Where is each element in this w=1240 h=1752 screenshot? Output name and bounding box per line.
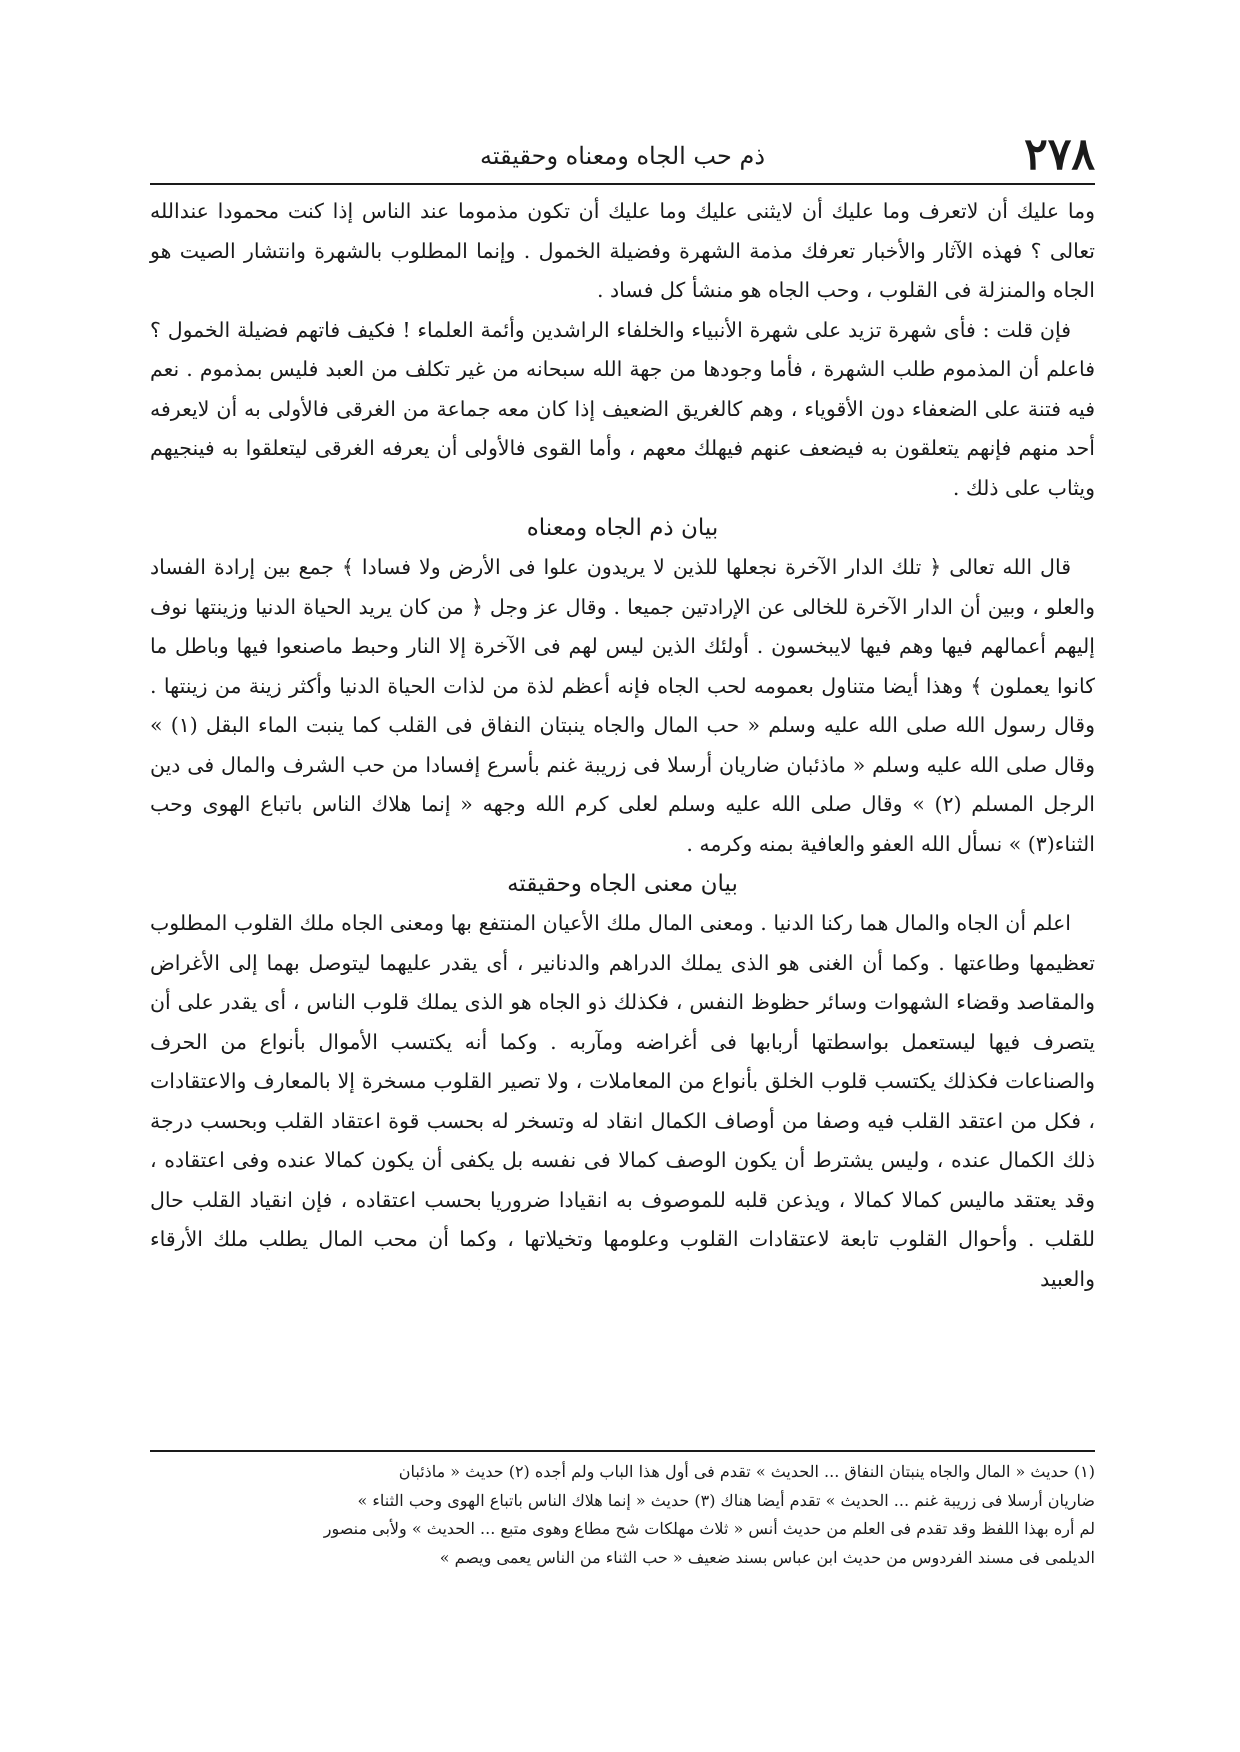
footnote-line: الديلمى فى مسند الفردوس من حديث ابن عباس بسند ضعيف « حب الثناء من الناس يعمى ويصم » xyxy=(439,1547,1095,1567)
footnote-line: (١) حديث « المال والجاه ينبتان النفاق ... الحديث » تقدم فى أول هذا الباب ولم أجده (٢) حديث « ماذئبان xyxy=(398,1462,1095,1481)
section-heading: بيان ذم الجاه ومعناه xyxy=(526,515,719,541)
paragraph: فإن قلت : فأى شهرة تزيد على شهرة الأنبياء والخلفاء الراشدين وأئمة العلماء ! فكيف فاتهم فضيلة الخمول ؟ فاعلم أن المذموم طلب الشهرة ، فأما وجودها من جهة الله سبحانه من غير تكلف من العبد فليس بمذموم . نعم فيه فتنة على الضعفاء دون الأقوياء ، وهم كالغريق الضعيف إذا كان معه جماعة من الغرقى فالأولى به أن لايعرفه أحد منهم فإنهم يتعلقون به فيضعف عنهم فيهلك معهم ، وأما القوى فالأولى أن يعرفه الغرقى ليتعلقوا به فينجيهم ويثاب على ذلك . xyxy=(150,317,1095,500)
footnote-line: ضاريان أرسلا فى زريبة غنم ... الحديث » تقدم أيضا هناك (٣) حديث « إنما هلاك الناس باتباع الهوى وحب الثناء » xyxy=(357,1490,1095,1510)
paragraph: اعلم أن الجاه والمال هما ركنا الدنيا . ومعنى المال ملك الأعيان المنتفع بها ومعنى الجاه ملك القلوب المطلوب تعظيمها وطاعتها . وكما أن الغنى هو الذى يملك الدراهم والدنانير ، أى يقدر عليهما ليتوصل بهما إلى الأغراض والمقاصد وقضاء الشهوات وسائر حظوظ النفس ، فكذلك ذو الجاه هو الذى يملك قلوب الناس ، أى يقدر على أن يتصرف فيها ليستعمل بواسطتها أربابها فى أغراضه ومآربه . وكما أنه يكتسب الأموال بأنواع من الحرف والصناعات فكذلك يكتسب قلوب الخلق بأنواع من المعاملات ، ولا تصير القلوب مسخرة إلا بالمعارف والاعتقادات ، فكل من اعتقد القلب فيه وصفا من أوصاف الكمال انقاد له وتسخر له بحسب قوة اعتقاد القلب وبحسب درجة ذلك الكمال عنده ، وليس يشترط أن يكون الوصف كمالا فى نفسه بل يكفى أن يكون كمالا عنده وفى اعتقاده ، وقد يعتقد ماليس كمالا كمالا ، ويذعن قلبه للموصوف به انقيادا ضروريا بحسب اعتقاده ، فإن انقياد القلب حال للقلب . وأحوال القلوب تابعة لاعتقادات القلوب وعلومها وتخيلاتها ، وكما أن محب المال يطلب ملك الأرقاء والعبيد xyxy=(150,911,1095,1291)
body-text xyxy=(150,192,1095,1299)
footnote-rule xyxy=(150,1450,1095,1452)
paragraph: قال الله تعالى ﴿ تلك الدار الآخرة نجعلها للذين لا يريدون علوا فى الأرض ولا فسادا ﴾ جمع بين إرادة الفساد والعلو ، وبين أن الدار الآخرة للخالى عن الإرادتين جميعا . وقال عز وجل ﴿ من كان يريد الحياة الدنيا وزينتها نوف إليهم أعمالهم فيها وهم فيها لايبخسون . أولئك الذين ليس لهم فى الآخرة إلا النار وحبط ماصنعوا فيها وباطل ما كانوا يعملون ﴾ وهذا أيضا متناول بعمومه لحب الجاه فإنه أعظم لذة من لذات الحياة الدنيا وأكثر زينة من زينتها . وقال رسول الله صلى الله عليه وسلم « حب المال والجاه ينبتان النفاق فى القلب كما ينبت الماء البقل (١) » وقال صلى الله عليه وسلم « ماذئبان ضاريان أرسلا فى زريبة غنم بأسرع إفسادا من حب الشرف والمال فى دين الرجل المسلم (٢) » وقال صلى الله عليه وسلم لعلى كرم الله وجهه « إنما هلاك الناس باتباع الهوى وحب الثناء(٣) » نسأل الله العفو والعافية بمنه وكرمه . xyxy=(150,555,1095,856)
running-title: ذم حب الجاه ومعناه وحقيقته xyxy=(479,142,766,170)
page-header xyxy=(150,130,1095,180)
footnote-line: لم أره بهذا اللفظ وقد تقدم فى العلم من حديث أنس « ثلاث مهلكات شح مطاع وهوى متبع ... الحديث » ولأبى منصور xyxy=(323,1519,1095,1538)
header-rule xyxy=(150,183,1095,185)
paragraph: وما عليك أن لاتعرف وما عليك أن لايثنى عليك وما عليك أن تكون مذموما عند الناس إذا كنت محمودا عندالله تعالى ؟ فهذه الآثار والأخبار تعرفك مذمة الشهرة وفضيلة الخمول . وإنما المطلوب بالشهرة وانتشار الصيت هو الجاه والمنزلة فى القلوب ، وحب الجاه هو منشأ كل فساد . xyxy=(150,199,1095,302)
footnotes xyxy=(150,1458,1095,1572)
page-number: ٢٧٨ xyxy=(1024,129,1095,180)
section-heading: بيان معنى الجاه وحقيقته xyxy=(507,871,738,897)
